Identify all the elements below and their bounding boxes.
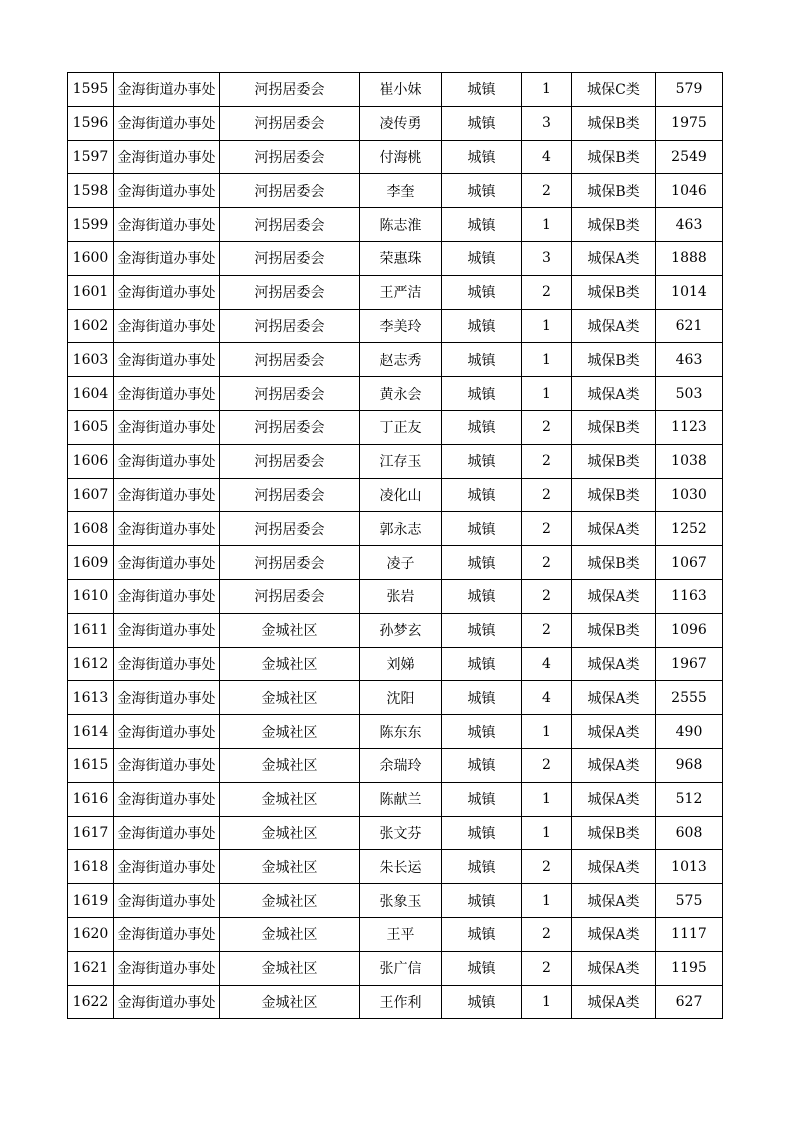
cell-count: 2 [522, 174, 572, 208]
cell-count: 1 [522, 985, 572, 1019]
table-row [68, 241, 723, 275]
cell-amount: 1195 [656, 951, 723, 985]
cell-amount: 1038 [656, 444, 723, 478]
cell-category: 城保B类 [572, 343, 656, 377]
cell-amount: 575 [656, 884, 723, 918]
cell-name: 王作利 [360, 985, 442, 1019]
cell-office: 金海街道办事处 [114, 478, 220, 512]
cell-name: 凌子 [360, 546, 442, 580]
cell-category: 城保B类 [572, 275, 656, 309]
cell-amount: 1163 [656, 579, 723, 613]
cell-id: 1606 [68, 444, 114, 478]
cell-type: 城镇 [442, 985, 522, 1019]
cell-type: 城镇 [442, 410, 522, 444]
cell-category: 城保A类 [572, 748, 656, 782]
cell-office: 金海街道办事处 [114, 241, 220, 275]
cell-amount: 2555 [656, 681, 723, 715]
cell-name: 刘娣 [360, 647, 442, 681]
cell-type: 城镇 [442, 444, 522, 478]
cell-type: 城镇 [442, 748, 522, 782]
cell-id: 1614 [68, 715, 114, 749]
cell-community: 金城社区 [220, 917, 360, 951]
cell-office: 金海街道办事处 [114, 309, 220, 343]
cell-name: 陈献兰 [360, 782, 442, 816]
cell-id: 1615 [68, 748, 114, 782]
cell-count: 2 [522, 748, 572, 782]
cell-name: 江存玉 [360, 444, 442, 478]
cell-amount: 627 [656, 985, 723, 1019]
cell-office: 金海街道办事处 [114, 579, 220, 613]
table-row [68, 850, 723, 884]
cell-count: 1 [522, 208, 572, 242]
cell-community: 河拐居委会 [220, 174, 360, 208]
cell-category: 城保A类 [572, 884, 656, 918]
cell-amount: 463 [656, 343, 723, 377]
cell-id: 1619 [68, 884, 114, 918]
cell-community: 河拐居委会 [220, 410, 360, 444]
cell-type: 城镇 [442, 106, 522, 140]
cell-office: 金海街道办事处 [114, 681, 220, 715]
table-row [68, 343, 723, 377]
cell-type: 城镇 [442, 782, 522, 816]
cell-office: 金海街道办事处 [114, 613, 220, 647]
cell-count: 1 [522, 309, 572, 343]
cell-type: 城镇 [442, 951, 522, 985]
table-row [68, 275, 723, 309]
cell-type: 城镇 [442, 174, 522, 208]
table-row [68, 715, 723, 749]
cell-category: 城保A类 [572, 241, 656, 275]
cell-name: 凌化山 [360, 478, 442, 512]
cell-category: 城保B类 [572, 478, 656, 512]
cell-community: 金城社区 [220, 782, 360, 816]
cell-type: 城镇 [442, 275, 522, 309]
cell-id: 1622 [68, 985, 114, 1019]
cell-amount: 1967 [656, 647, 723, 681]
cell-community: 河拐居委会 [220, 275, 360, 309]
cell-category: 城保B类 [572, 613, 656, 647]
cell-type: 城镇 [442, 377, 522, 411]
cell-community: 河拐居委会 [220, 512, 360, 546]
cell-count: 2 [522, 444, 572, 478]
cell-name: 郭永志 [360, 512, 442, 546]
cell-amount: 463 [656, 208, 723, 242]
cell-count: 2 [522, 512, 572, 546]
cell-office: 金海街道办事处 [114, 985, 220, 1019]
cell-id: 1609 [68, 546, 114, 580]
cell-category: 城保A类 [572, 512, 656, 546]
cell-community: 金城社区 [220, 647, 360, 681]
cell-name: 付海桃 [360, 140, 442, 174]
cell-category: 城保A类 [572, 951, 656, 985]
cell-name: 孙梦玄 [360, 613, 442, 647]
cell-office: 金海街道办事处 [114, 106, 220, 140]
cell-name: 王平 [360, 917, 442, 951]
cell-id: 1613 [68, 681, 114, 715]
cell-category: 城保B类 [572, 208, 656, 242]
cell-type: 城镇 [442, 343, 522, 377]
table-row [68, 816, 723, 850]
cell-community: 金城社区 [220, 715, 360, 749]
cell-count: 2 [522, 478, 572, 512]
cell-community: 河拐居委会 [220, 208, 360, 242]
cell-type: 城镇 [442, 208, 522, 242]
cell-category: 城保C类 [572, 73, 656, 107]
cell-type: 城镇 [442, 140, 522, 174]
cell-amount: 1014 [656, 275, 723, 309]
cell-community: 金城社区 [220, 884, 360, 918]
table-row [68, 512, 723, 546]
cell-community: 河拐居委会 [220, 377, 360, 411]
table-row [68, 444, 723, 478]
cell-amount: 1046 [656, 174, 723, 208]
cell-community: 河拐居委会 [220, 309, 360, 343]
cell-count: 4 [522, 681, 572, 715]
cell-name: 崔小妹 [360, 73, 442, 107]
cell-category: 城保A类 [572, 579, 656, 613]
cell-type: 城镇 [442, 816, 522, 850]
cell-type: 城镇 [442, 850, 522, 884]
cell-id: 1610 [68, 579, 114, 613]
cell-count: 1 [522, 343, 572, 377]
table-row [68, 478, 723, 512]
cell-community: 河拐居委会 [220, 546, 360, 580]
cell-count: 1 [522, 377, 572, 411]
cell-amount: 608 [656, 816, 723, 850]
table-row [68, 106, 723, 140]
cell-amount: 1252 [656, 512, 723, 546]
cell-category: 城保A类 [572, 850, 656, 884]
table-row [68, 140, 723, 174]
cell-community: 金城社区 [220, 985, 360, 1019]
cell-office: 金海街道办事处 [114, 850, 220, 884]
table-row [68, 917, 723, 951]
table-row [68, 410, 723, 444]
table-row [68, 985, 723, 1019]
cell-name: 陈志淮 [360, 208, 442, 242]
cell-office: 金海街道办事处 [114, 73, 220, 107]
cell-id: 1612 [68, 647, 114, 681]
cell-name: 陈东东 [360, 715, 442, 749]
cell-type: 城镇 [442, 681, 522, 715]
cell-amount: 1117 [656, 917, 723, 951]
cell-category: 城保A类 [572, 647, 656, 681]
cell-count: 3 [522, 241, 572, 275]
cell-category: 城保B类 [572, 140, 656, 174]
cell-office: 金海街道办事处 [114, 884, 220, 918]
cell-name: 张象玉 [360, 884, 442, 918]
cell-name: 沈阳 [360, 681, 442, 715]
cell-amount: 968 [656, 748, 723, 782]
cell-count: 2 [522, 275, 572, 309]
cell-count: 1 [522, 782, 572, 816]
cell-id: 1595 [68, 73, 114, 107]
cell-id: 1602 [68, 309, 114, 343]
cell-amount: 490 [656, 715, 723, 749]
cell-category: 城保B类 [572, 410, 656, 444]
cell-amount: 1123 [656, 410, 723, 444]
cell-community: 河拐居委会 [220, 140, 360, 174]
cell-id: 1611 [68, 613, 114, 647]
cell-type: 城镇 [442, 546, 522, 580]
cell-amount: 512 [656, 782, 723, 816]
cell-category: 城保B类 [572, 546, 656, 580]
cell-type: 城镇 [442, 884, 522, 918]
cell-count: 2 [522, 917, 572, 951]
cell-category: 城保A类 [572, 377, 656, 411]
cell-id: 1603 [68, 343, 114, 377]
cell-type: 城镇 [442, 917, 522, 951]
cell-count: 2 [522, 410, 572, 444]
cell-count: 4 [522, 647, 572, 681]
table-row [68, 377, 723, 411]
table-row [68, 951, 723, 985]
cell-id: 1596 [68, 106, 114, 140]
cell-community: 河拐居委会 [220, 241, 360, 275]
cell-count: 2 [522, 579, 572, 613]
cell-office: 金海街道办事处 [114, 410, 220, 444]
cell-count: 1 [522, 816, 572, 850]
cell-office: 金海街道办事处 [114, 275, 220, 309]
cell-community: 金城社区 [220, 748, 360, 782]
cell-id: 1618 [68, 850, 114, 884]
cell-office: 金海街道办事处 [114, 647, 220, 681]
cell-community: 金城社区 [220, 951, 360, 985]
cell-count: 2 [522, 850, 572, 884]
table-row [68, 782, 723, 816]
cell-category: 城保B类 [572, 174, 656, 208]
cell-id: 1607 [68, 478, 114, 512]
table-row [68, 73, 723, 107]
cell-category: 城保A类 [572, 917, 656, 951]
cell-count: 4 [522, 140, 572, 174]
cell-name: 张文芬 [360, 816, 442, 850]
cell-id: 1600 [68, 241, 114, 275]
cell-id: 1604 [68, 377, 114, 411]
cell-count: 3 [522, 106, 572, 140]
cell-count: 2 [522, 546, 572, 580]
cell-id: 1599 [68, 208, 114, 242]
cell-name: 凌传勇 [360, 106, 442, 140]
cell-count: 2 [522, 613, 572, 647]
table-row [68, 174, 723, 208]
cell-office: 金海街道办事处 [114, 546, 220, 580]
cell-amount: 1096 [656, 613, 723, 647]
cell-community: 河拐居委会 [220, 478, 360, 512]
cell-amount: 503 [656, 377, 723, 411]
cell-community: 金城社区 [220, 816, 360, 850]
table-row [68, 208, 723, 242]
cell-id: 1598 [68, 174, 114, 208]
cell-id: 1616 [68, 782, 114, 816]
cell-office: 金海街道办事处 [114, 748, 220, 782]
cell-type: 城镇 [442, 715, 522, 749]
cell-amount: 1013 [656, 850, 723, 884]
cell-community: 河拐居委会 [220, 73, 360, 107]
cell-name: 朱长运 [360, 850, 442, 884]
cell-name: 李美玲 [360, 309, 442, 343]
roster-body [68, 73, 723, 1019]
roster-table [67, 72, 723, 1019]
cell-category: 城保A类 [572, 782, 656, 816]
cell-category: 城保B类 [572, 106, 656, 140]
cell-community: 金城社区 [220, 850, 360, 884]
table-row [68, 647, 723, 681]
cell-amount: 621 [656, 309, 723, 343]
cell-type: 城镇 [442, 579, 522, 613]
cell-type: 城镇 [442, 73, 522, 107]
cell-amount: 1067 [656, 546, 723, 580]
cell-name: 荣惠珠 [360, 241, 442, 275]
cell-office: 金海街道办事处 [114, 377, 220, 411]
cell-office: 金海街道办事处 [114, 782, 220, 816]
cell-community: 河拐居委会 [220, 444, 360, 478]
cell-type: 城镇 [442, 613, 522, 647]
cell-amount: 1888 [656, 241, 723, 275]
cell-amount: 579 [656, 73, 723, 107]
cell-type: 城镇 [442, 478, 522, 512]
cell-name: 张广信 [360, 951, 442, 985]
cell-community: 河拐居委会 [220, 343, 360, 377]
cell-id: 1620 [68, 917, 114, 951]
cell-category: 城保A类 [572, 681, 656, 715]
cell-name: 赵志秀 [360, 343, 442, 377]
cell-name: 余瑞玲 [360, 748, 442, 782]
cell-name: 丁正友 [360, 410, 442, 444]
cell-id: 1617 [68, 816, 114, 850]
cell-count: 1 [522, 884, 572, 918]
cell-office: 金海街道办事处 [114, 951, 220, 985]
cell-name: 黄永会 [360, 377, 442, 411]
cell-id: 1608 [68, 512, 114, 546]
cell-office: 金海街道办事处 [114, 174, 220, 208]
cell-category: 城保B类 [572, 816, 656, 850]
table-row [68, 309, 723, 343]
table-row [68, 579, 723, 613]
table-row [68, 613, 723, 647]
cell-community: 金城社区 [220, 681, 360, 715]
cell-amount: 2549 [656, 140, 723, 174]
cell-category: 城保B类 [572, 444, 656, 478]
cell-office: 金海街道办事处 [114, 715, 220, 749]
cell-office: 金海街道办事处 [114, 816, 220, 850]
cell-count: 1 [522, 715, 572, 749]
cell-type: 城镇 [442, 241, 522, 275]
cell-office: 金海街道办事处 [114, 208, 220, 242]
cell-type: 城镇 [442, 647, 522, 681]
cell-id: 1597 [68, 140, 114, 174]
cell-community: 河拐居委会 [220, 579, 360, 613]
cell-count: 2 [522, 951, 572, 985]
cell-id: 1621 [68, 951, 114, 985]
table-row [68, 748, 723, 782]
cell-office: 金海街道办事处 [114, 444, 220, 478]
cell-count: 1 [522, 73, 572, 107]
table-row [68, 681, 723, 715]
cell-name: 李奎 [360, 174, 442, 208]
cell-office: 金海街道办事处 [114, 343, 220, 377]
cell-community: 金城社区 [220, 613, 360, 647]
cell-name: 王严洁 [360, 275, 442, 309]
cell-office: 金海街道办事处 [114, 140, 220, 174]
cell-id: 1601 [68, 275, 114, 309]
cell-id: 1605 [68, 410, 114, 444]
cell-community: 河拐居委会 [220, 106, 360, 140]
cell-category: 城保A类 [572, 715, 656, 749]
table-row [68, 884, 723, 918]
cell-office: 金海街道办事处 [114, 917, 220, 951]
cell-office: 金海街道办事处 [114, 512, 220, 546]
cell-type: 城镇 [442, 309, 522, 343]
cell-amount: 1030 [656, 478, 723, 512]
cell-amount: 1975 [656, 106, 723, 140]
cell-category: 城保A类 [572, 985, 656, 1019]
cell-type: 城镇 [442, 512, 522, 546]
cell-category: 城保A类 [572, 309, 656, 343]
cell-name: 张岩 [360, 579, 442, 613]
table-row [68, 546, 723, 580]
